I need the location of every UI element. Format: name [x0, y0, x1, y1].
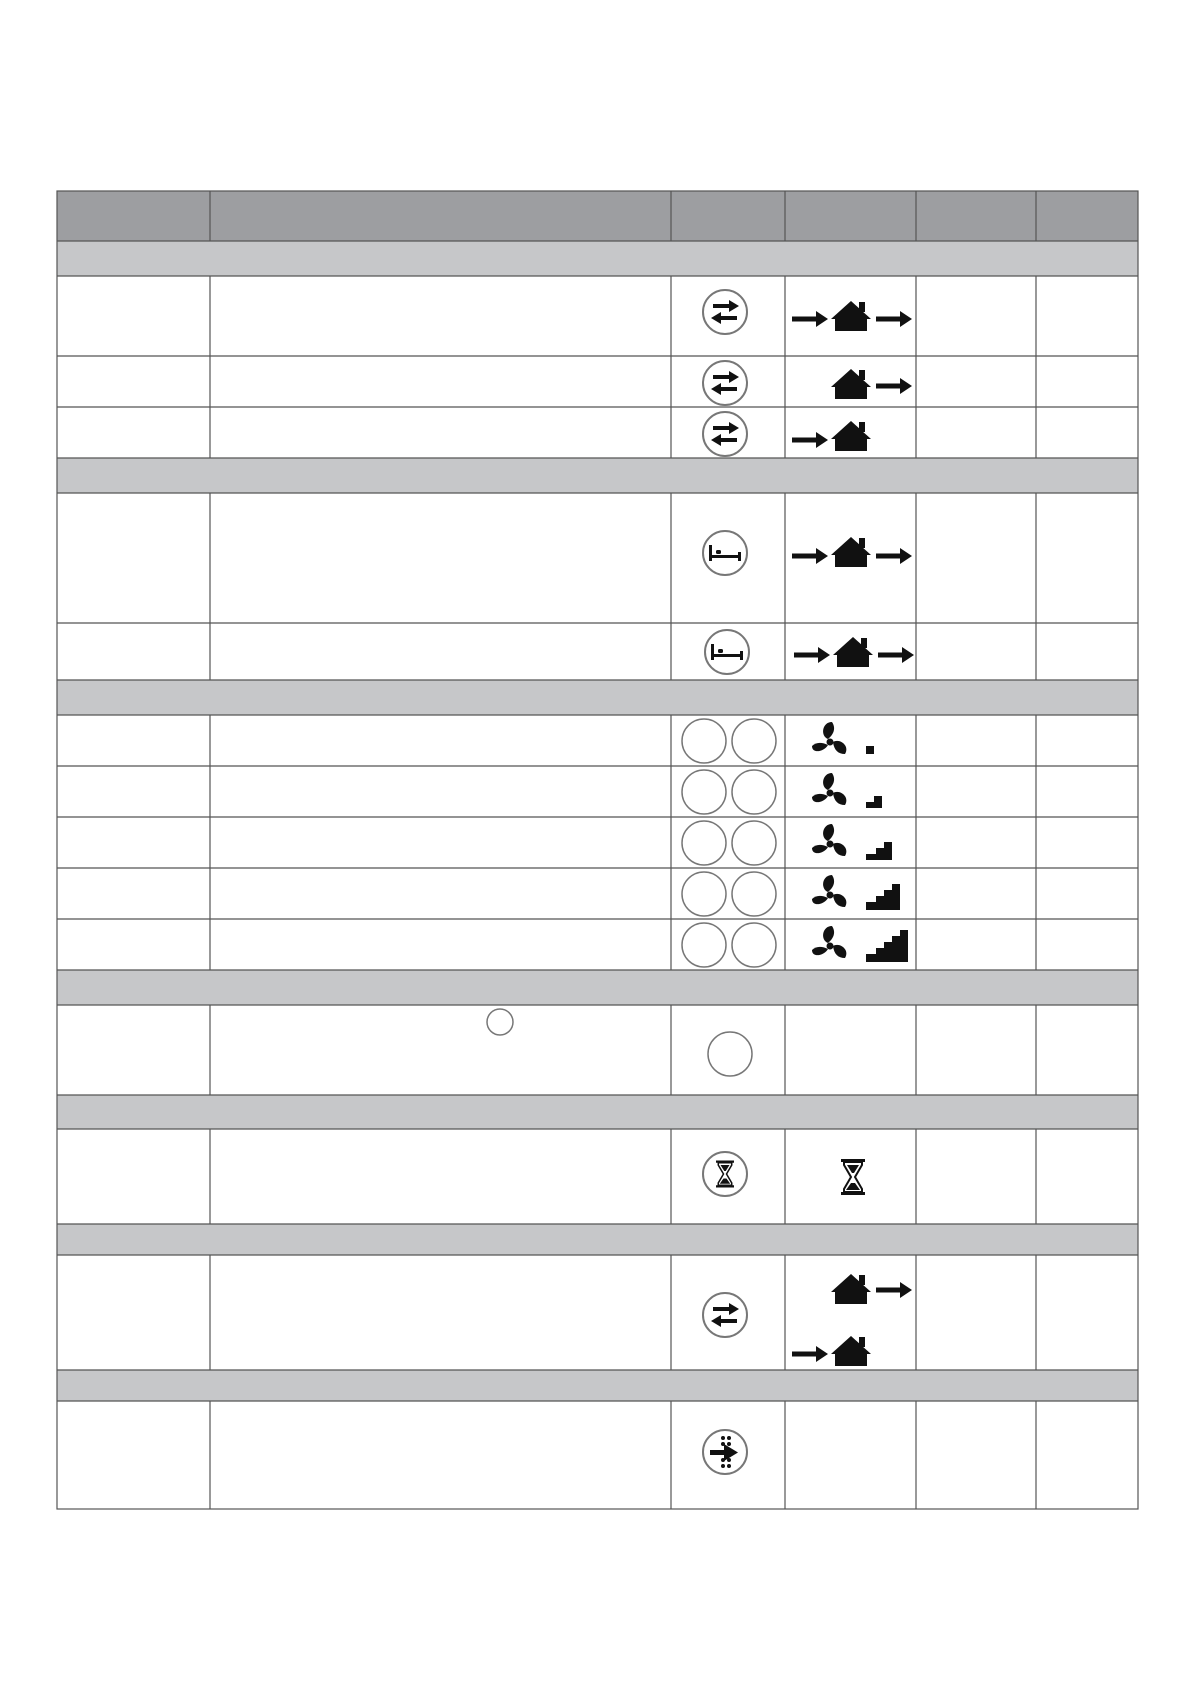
flow-through-house-icon	[794, 637, 914, 667]
fan-speed-5-icon	[812, 926, 908, 962]
table-header-row	[57, 191, 1138, 241]
double-button-icon	[682, 821, 776, 865]
exchange-arrows-icon	[703, 361, 747, 405]
hourglass-button-icon	[703, 1152, 747, 1196]
section-band-fan-speed	[57, 680, 1138, 715]
double-button-icon	[682, 719, 776, 763]
house-supply-icon	[792, 421, 871, 451]
empty-button-icon	[708, 1032, 752, 1076]
house-exhaust-icon	[831, 369, 912, 399]
section-band-air-exchange	[57, 241, 1138, 276]
bed-icon	[705, 630, 749, 674]
table-grid	[57, 191, 1138, 1509]
double-button-icon	[682, 923, 776, 967]
double-button-icon	[682, 770, 776, 814]
double-button-icon	[682, 872, 776, 916]
remote-button-icon	[703, 1430, 747, 1474]
section-band-alternating-flow	[57, 1224, 1138, 1255]
fan-speed-2-icon	[812, 773, 882, 808]
section-band-timer	[57, 1095, 1138, 1129]
exchange-arrows-icon	[703, 1293, 747, 1337]
flow-through-house-icon	[792, 537, 912, 567]
exchange-arrows-icon	[703, 290, 747, 334]
hourglass-icon	[841, 1159, 865, 1195]
flow-through-house-icon	[792, 301, 912, 331]
section-band-night-mode	[57, 458, 1138, 493]
fan-speed-1-icon	[812, 722, 874, 754]
section-band-single-button	[57, 970, 1138, 1005]
section-band-remote	[57, 1370, 1138, 1401]
alternating-house-icon	[792, 1274, 912, 1366]
fan-speed-4-icon	[812, 875, 900, 910]
fan-speed-3-icon	[812, 824, 892, 860]
bed-icon	[703, 531, 747, 575]
inline-button-icon	[487, 1009, 513, 1035]
section-bands	[57, 241, 1138, 1401]
exchange-arrows-icon	[703, 412, 747, 456]
